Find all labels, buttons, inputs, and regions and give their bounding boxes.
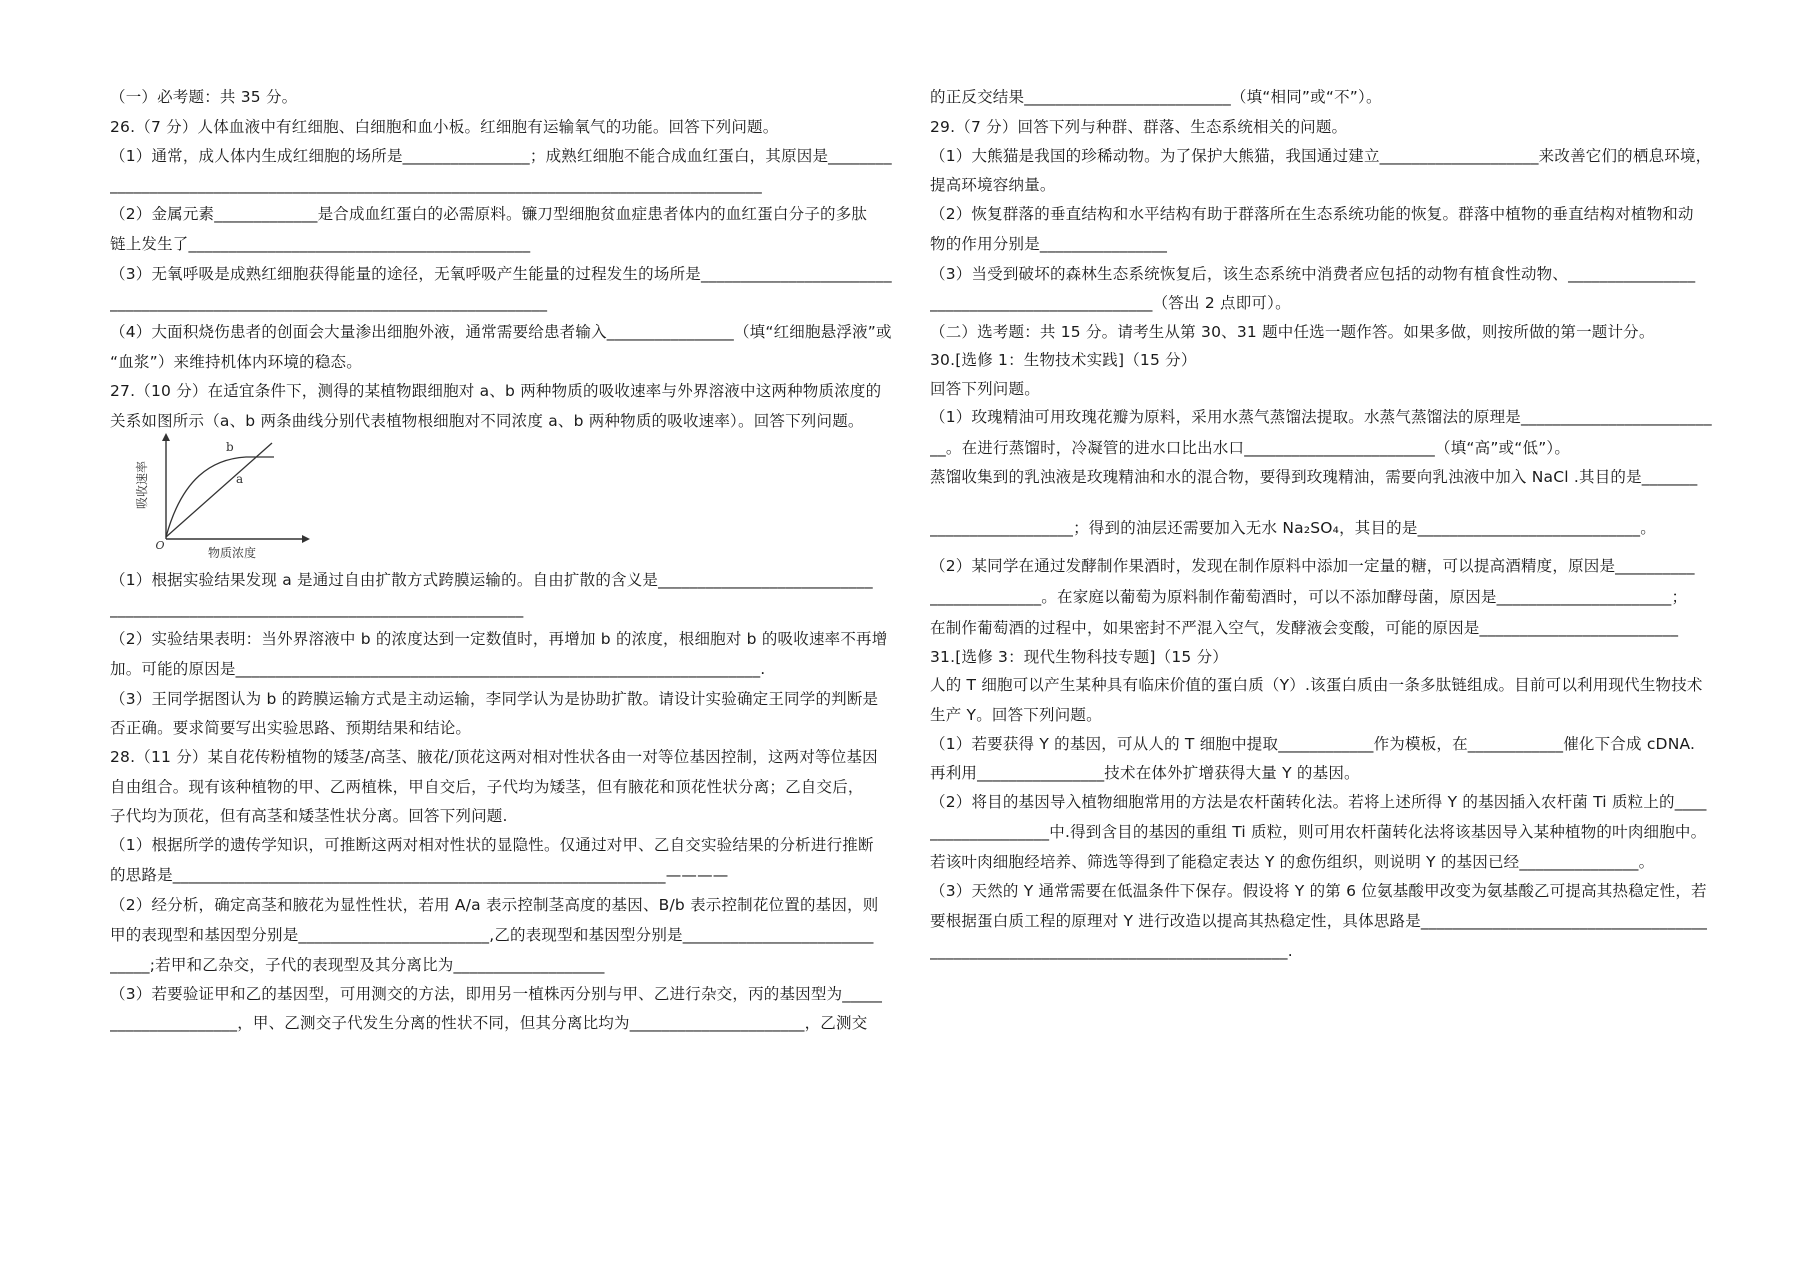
chart-series-a-label: a [236,472,244,486]
text-line: 若该叶肉细胞经培养、筛选等得到了能稳定表达 Y 的愈伤组织，则说明 Y 的基因已经_______________。 [930,853,1655,871]
text-line: （1）根据实验结果发现 a 是通过自由扩散方式跨膜运输的。自由扩散的含义是___________________________ [110,571,873,589]
text-line: （1）通常，成人体内生成红细胞的场所是________________；成熟红细胞不能合成血红蛋白，其原因是________ [110,147,892,165]
answer-blank-line: _____________________________________________. [930,942,1293,960]
text-line: （1）大熊猫是我国的珍稀动物。为了保护大熊猫，我国通过建立____________________来改善它们的栖息环境， [930,147,1712,165]
text-line: 回答下列问题。 [930,380,1040,398]
chart-marks [166,440,274,537]
answer-blank-line: __________________________________________________________________________________ [110,176,762,194]
text-line: 人的 T 细胞可以产生某种具有临床价值的蛋白质（Y）.该蛋白质由一条多肽链组成。目前可以利用现代生物技术 [930,676,1703,694]
text-line: （2）某同学在通过发酵制作果酒时，发现在制作原料中添加一定量的糖，可以提高酒精度，原因是__________ [930,557,1695,575]
chart-series-b-line [166,457,274,537]
text-line: 的正反交结果__________________________（填“相同”或“不”）。 [930,88,1382,106]
text-line: 提高环境容纳量。 [930,176,1056,194]
text-line: ________________，甲、乙测交子代发生分离的性状不同，但其分离比均为______________________，乙测交 [110,1014,868,1032]
question-31-heading: 31.[选修 3：现代生物科技专题]（15 分） [930,648,1228,666]
text-line: （2）将目的基因导入植物细胞常用的方法是农杆菌转化法。若将上述所得 Y 的基因插入农杆菌 Ti 质粒上的____ [930,793,1707,811]
text-line: （1）若要获得 Y 的基因，可从人的 T 细胞中提取____________作为模板，在____________催化下合成 cDNA. [930,735,1696,753]
text-line: 生产 Y。回答下列问题。 [930,706,1102,724]
text-line: 再利用________________技术在体外扩增获得大量 Y 的基因。 [930,764,1360,782]
text-line: _____;若甲和乙杂交，子代的表现型及其分离比为___________________ [110,956,605,974]
text-line: 要根据蛋白质工程的原理对 Y 进行改造以提高其热稳定性，具体思路是____________________________________ [930,912,1708,930]
text-line: （2）实验结果表明：当外界溶液中 b 的浓度达到一定数值时，再增加 b 的浓度，根细胞对 b 的吸收速率不再增 [110,630,888,648]
text-line: （2）金属元素_____________是合成血红蛋白的必需原料。镰刀型细胞贫血症患者体内的血红蛋白分子的多肽 [110,205,868,223]
text-line: 在制作葡萄酒的过程中，如果密封不严混入空气，发酵液会变酸，可能的原因是_________________________ [930,619,1679,637]
text-line: 关系如图所示（a、b 两条曲线分别代表植物根细胞对不同浓度 a、b 两种物质的吸收速率）。回答下列问题。 [110,412,864,430]
text-line: 子代均为顶花，但有高茎和矮茎性状分离。回答下列问题. [110,807,508,825]
chart-origin-label: O [155,539,165,552]
text-line: （4）大面积烧伤患者的创面会大量渗出细胞外液，通常需要给患者输入________________（填“红细胞悬浮液”或 [110,323,892,341]
text-line: 自由组合。现有该种植物的甲、乙两植株，甲自交后，子代均为矮茎，但有腋花和顶花性状分离；乙自交后， [110,778,864,796]
text-line: _______________中.得到含目的基因的重组 Ti 质粒，则可用农杆菌转化法将该基因导入某种植物的叶肉细胞中。 [930,823,1707,841]
chart-svg [132,433,422,561]
text-line: （2）经分析，确定高茎和腋花为显性性状，若用 A/a 表示控制茎高度的基因、B/b 表示控制花位置的基因，则 [110,896,879,914]
text-line: （3）无氧呼吸是成熟红细胞获得能量的途径，无氧呼吸产生能量的过程发生的场所是________________________ [110,265,892,283]
text-line: 加。可能的原因是__________________________________________________________________. [110,660,766,678]
text-line: （2）恢复群落的垂直结构和水平结构有助于群落所在生态系统功能的恢复。群落中植物的垂直结构对植物和动 [930,205,1694,223]
text-line: ______________。在家庭以葡萄为原料制作葡萄酒时，可以不添加酵母菌，原因是______________________； [930,588,1688,606]
text-line: ____________________________（答出 2 点即可）。 [930,294,1291,312]
question-28-heading: 28.（11 分）某自花传粉植物的矮茎/高茎、腋花/顶花这两对相对性状各由一对等位基因控制，这两对等位基因 [110,748,878,766]
text-line: 否正确。要求简要写出实验思路、预期结果和结论。 [110,719,472,737]
text-line: __________________；得到的油层还需要加入无水 Na₂SO₄，其目的是____________________________。 [930,519,1656,537]
question-30-heading: 30.[选修 1：生物技术实践]（15 分） [930,351,1197,369]
text-line: （3）王同学据图认为 b 的跨膜运输方式是主动运输，李同学认为是协助扩散。请设计实验确定王同学的判断是 [110,690,879,708]
text-line: “血浆”）来维持机体内环境的稳态。 [110,353,362,371]
question-29-heading: 29.（7 分）回答下列与种群、群落、生态系统相关的问题。 [930,118,1348,136]
chart-y-axis-label: 吸收速率 [135,460,149,510]
absorption-rate-chart [132,433,422,561]
chart-x-axis-arrow [302,535,310,543]
elective-section-heading: （二）选考题：共 15 分。请考生从第 30、31 题中任选一题作答。如果多做，则按所做的第一题计分。 [930,323,1655,341]
text-line: 蒸馏收集到的乳浊液是玫瑰精油和水的混合物，要得到玫瑰精油，需要向乳浊液中加入 NaCl .其目的是_______ [930,468,1698,486]
text-line: 链上发生了___________________________________________ [110,235,531,253]
chart-y-axis-arrow [162,433,170,441]
chart-x-axis-label: 物质浓度 [207,546,257,560]
text-line: （3）当受到破坏的森林生态系统恢复后，该生态系统中消费者应包括的动物有植食性动物、________________ [930,265,1696,283]
text-line: （一）必考题：共 35 分。 [110,88,298,106]
text-line: 甲的表现型和基因型分别是________________________,乙的表现型和基因型分别是________________________ [110,926,874,944]
left-column [110,0,900,1286]
text-line: （3）若要验证甲和乙的基因型，可用测交的方法，即用另一植株丙分别与甲、乙进行杂交，丙的基因型为_____ [110,985,883,1003]
text-line: （1）玫瑰精油可用玫瑰花瓣为原料，采用水蒸气蒸馏法提取。水蒸气蒸馏法的原理是________________________ [930,408,1712,426]
chart-series-b-label: b [226,440,234,454]
right-column [930,0,1720,1286]
text-line: __。在进行蒸馏时，冷凝管的进水口比出水口________________________（填“高”或“低”）。 [930,439,1571,457]
text-line: 的思路是______________________________________________________________———— [110,866,729,884]
question-26-heading: 26.（7 分）人体血液中有红细胞、白细胞和血小板。红细胞有运输氧气的功能。回答下列问题。 [110,118,779,136]
question-27-heading: 27.（10 分）在适宜条件下，测得的某植物跟细胞对 a、b 两种物质的吸收速率与外界溶液中这两种物质浓度的 [110,382,882,400]
text-line: （3）天然的 Y 通常需要在低温条件下保存。假设将 Y 的第 6 位氨基酸甲改变为氨基酸乙可提高其热稳定性，若 [930,882,1707,900]
text-line: （1）根据所学的遗传学知识，可推断这两对相对性状的显隐性。仅通过对甲、乙自交实验结果的分析进行推断 [110,836,874,854]
text-line: 物的作用分别是________________ [930,235,1168,253]
answer-blank-line: _______________________________________________________ [110,294,548,312]
answer-blank-line: ____________________________________________________ [110,600,524,618]
chart-axes [162,433,310,543]
